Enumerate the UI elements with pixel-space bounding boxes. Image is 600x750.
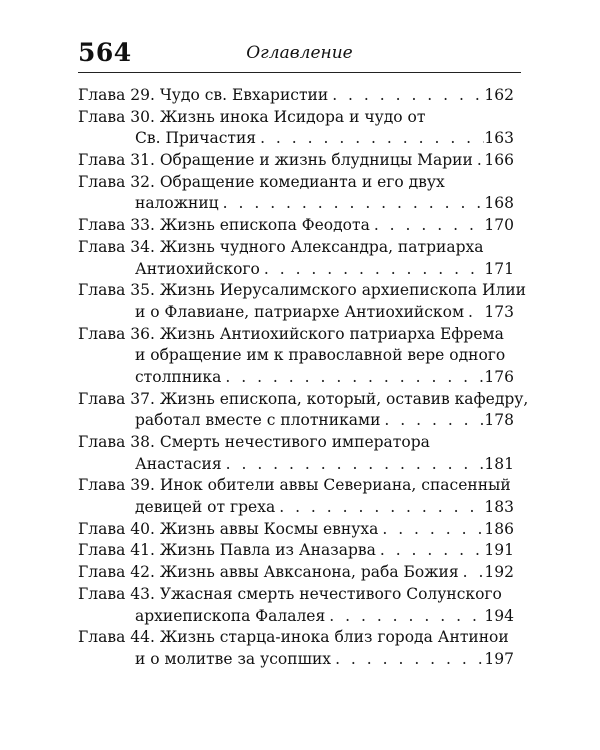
chapter-title: Анастасия	[135, 454, 222, 473]
page-ref: 168	[484, 194, 514, 213]
toc-entry-line	[78, 433, 514, 455]
chapter-label: Глава 37.	[78, 389, 160, 408]
chapter-title: Жизнь инока Исидора и чудо от	[159, 107, 426, 126]
chapter-label: Глава 39.	[78, 476, 160, 495]
chapter-label: Глава 43.	[78, 584, 160, 603]
chapter-label: Глава 38.	[78, 433, 160, 451]
chapter-title: столпника	[135, 367, 222, 386]
chapter-title: Антиохийского	[135, 259, 260, 278]
dot-leader	[378, 520, 484, 538]
toc-entry	[78, 238, 514, 281]
toc-entry-line	[78, 389, 529, 412]
chapter-title: и о Флавиане, патриархе Антиохийском	[135, 302, 464, 321]
page-ref: 194	[484, 606, 514, 625]
toc-entry	[78, 520, 514, 542]
toc-entry	[78, 389, 529, 433]
toc-entry-line	[78, 346, 514, 368]
chapter-title: и обращение им к православной вере одного	[135, 346, 506, 365]
toc-entry-line	[78, 325, 514, 347]
chapter-label: Глава 34.	[78, 237, 160, 256]
dot-leader	[219, 194, 485, 212]
page-ref: 191	[484, 541, 514, 560]
page-ref: 171	[484, 259, 514, 278]
toc-entry-line	[78, 86, 514, 108]
page-ref: 162	[484, 86, 514, 104]
toc-entry-line	[78, 129, 514, 151]
chapter-title: Обращение и жизнь блудницы Марии	[159, 151, 473, 170]
dot-leader	[370, 216, 485, 234]
page-header	[78, 38, 521, 72]
toc-entry	[78, 216, 514, 238]
page-ref: 186	[484, 519, 514, 538]
chapter-label: Глава 32.	[78, 172, 160, 191]
toc-entry	[78, 86, 514, 108]
chapter-label: Глава 30.	[78, 107, 160, 126]
chapter-title: Жизнь старца-инока близ города Антинои	[159, 628, 509, 647]
toc-entry-line	[78, 585, 514, 607]
chapter-label: Глава 40.	[78, 519, 160, 538]
chapter-label: Глава 41.	[78, 541, 160, 560]
chapter-title: девицей от греха	[135, 498, 276, 517]
page-ref: 183	[484, 498, 514, 517]
chapter-title: наложниц	[135, 194, 219, 213]
chapter-title: и о молитве за усопших	[135, 649, 332, 668]
toc-entry-line	[78, 368, 514, 390]
toc-entry-line	[78, 173, 514, 195]
page-ref: 170	[484, 216, 514, 235]
running-title: Оглавление	[246, 43, 353, 63]
toc-entry	[78, 476, 514, 519]
dot-leader	[256, 129, 484, 147]
toc-entry-line	[78, 498, 514, 520]
page-ref: 166	[484, 151, 514, 170]
chapter-label: Глава 36.	[78, 324, 160, 343]
page-ref: 173	[484, 302, 514, 321]
dot-leader	[380, 411, 484, 429]
chapter-title: архиепископа Фалалея	[135, 606, 326, 625]
chapter-title: Жизнь аввы Авксанона, раба Божия	[159, 563, 459, 582]
toc-entry-line	[78, 411, 514, 433]
chapter-label: Глава 29.	[78, 86, 160, 104]
chapter-label: Глава 35.	[78, 281, 160, 300]
dot-leader	[459, 563, 485, 581]
dot-leader	[473, 151, 485, 169]
toc-entry-line	[78, 216, 514, 238]
toc-entry-line	[78, 260, 514, 282]
toc-entry-line	[78, 238, 514, 260]
toc-entry	[78, 281, 526, 324]
chapter-title: Жизнь епископа, который, оставив кафедру,	[159, 389, 529, 408]
toc-entry	[78, 628, 514, 671]
chapter-label: Глава 42.	[78, 563, 160, 582]
toc-entry-line	[78, 563, 514, 585]
chapter-title: Смерть нечестивого императора	[159, 433, 430, 451]
chapter-label: Глава 44.	[78, 628, 160, 647]
chapter-title: Жизнь епископа Феодота	[159, 216, 370, 235]
toc-entry-line	[78, 108, 514, 130]
toc-entry	[78, 563, 514, 585]
page-ref: 178	[484, 411, 514, 430]
chapter-label: Глава 33.	[78, 216, 160, 235]
page-ref: 163	[484, 129, 514, 148]
toc-entry-line	[78, 607, 514, 629]
chapter-title: Обращение комедианта и его двух	[159, 172, 445, 191]
header-rule	[78, 72, 521, 73]
page-ref: 192	[484, 563, 514, 582]
page-number: 564	[78, 38, 132, 67]
chapter-title: Чудо св. Евхаристии	[159, 86, 329, 104]
chapter-title: Инок обители аввы Севериана, спасенный	[159, 476, 511, 495]
toc-entry	[78, 433, 514, 476]
chapter-title: Жизнь Иерусалимского архиепископа Илии	[159, 281, 526, 300]
page-ref: 197	[484, 649, 514, 668]
toc-entry-line	[78, 281, 526, 303]
dot-leader	[325, 607, 484, 625]
toc-entry-line	[78, 650, 514, 672]
dot-leader	[260, 260, 485, 278]
dot-leader	[328, 86, 484, 104]
toc-entry-line	[78, 151, 514, 173]
toc-entry-line	[78, 455, 514, 477]
chapter-title: Св. Причастия	[135, 129, 257, 148]
toc-entry	[78, 173, 514, 216]
chapter-title: Жизнь чудного Александра, патриарха	[159, 237, 484, 256]
chapter-title: работал вместе с плотниками	[135, 411, 381, 430]
toc-entry-line	[78, 541, 514, 563]
dot-leader	[221, 368, 484, 386]
dot-leader	[275, 498, 484, 516]
chapter-title: Жизнь Антиохийского патриарха Ефрема	[159, 324, 504, 343]
toc-entry-line	[78, 520, 514, 542]
toc-entry	[78, 108, 514, 151]
dot-leader	[222, 455, 485, 473]
chapter-title: Жизнь Павла из Аназарва	[159, 541, 376, 560]
page-ref: 176	[484, 367, 514, 386]
toc-entry	[78, 325, 514, 390]
table-of-contents	[78, 86, 529, 672]
dot-leader	[464, 303, 484, 321]
chapter-title: Ужасная смерть нечестивого Солунского	[159, 584, 502, 603]
toc-entry-line	[78, 628, 514, 650]
chapter-label: Глава 31.	[78, 151, 160, 170]
toc-entry-line	[78, 476, 514, 498]
toc-entry	[78, 151, 514, 173]
toc-entry-line	[78, 303, 514, 325]
toc-entry	[78, 585, 514, 628]
dot-leader	[376, 541, 485, 559]
page-ref: 181	[484, 454, 514, 473]
dot-leader	[331, 650, 484, 668]
chapter-title: Жизнь аввы Космы евнуха	[159, 519, 379, 538]
toc-entry	[78, 541, 514, 563]
toc-entry-line	[78, 194, 514, 216]
